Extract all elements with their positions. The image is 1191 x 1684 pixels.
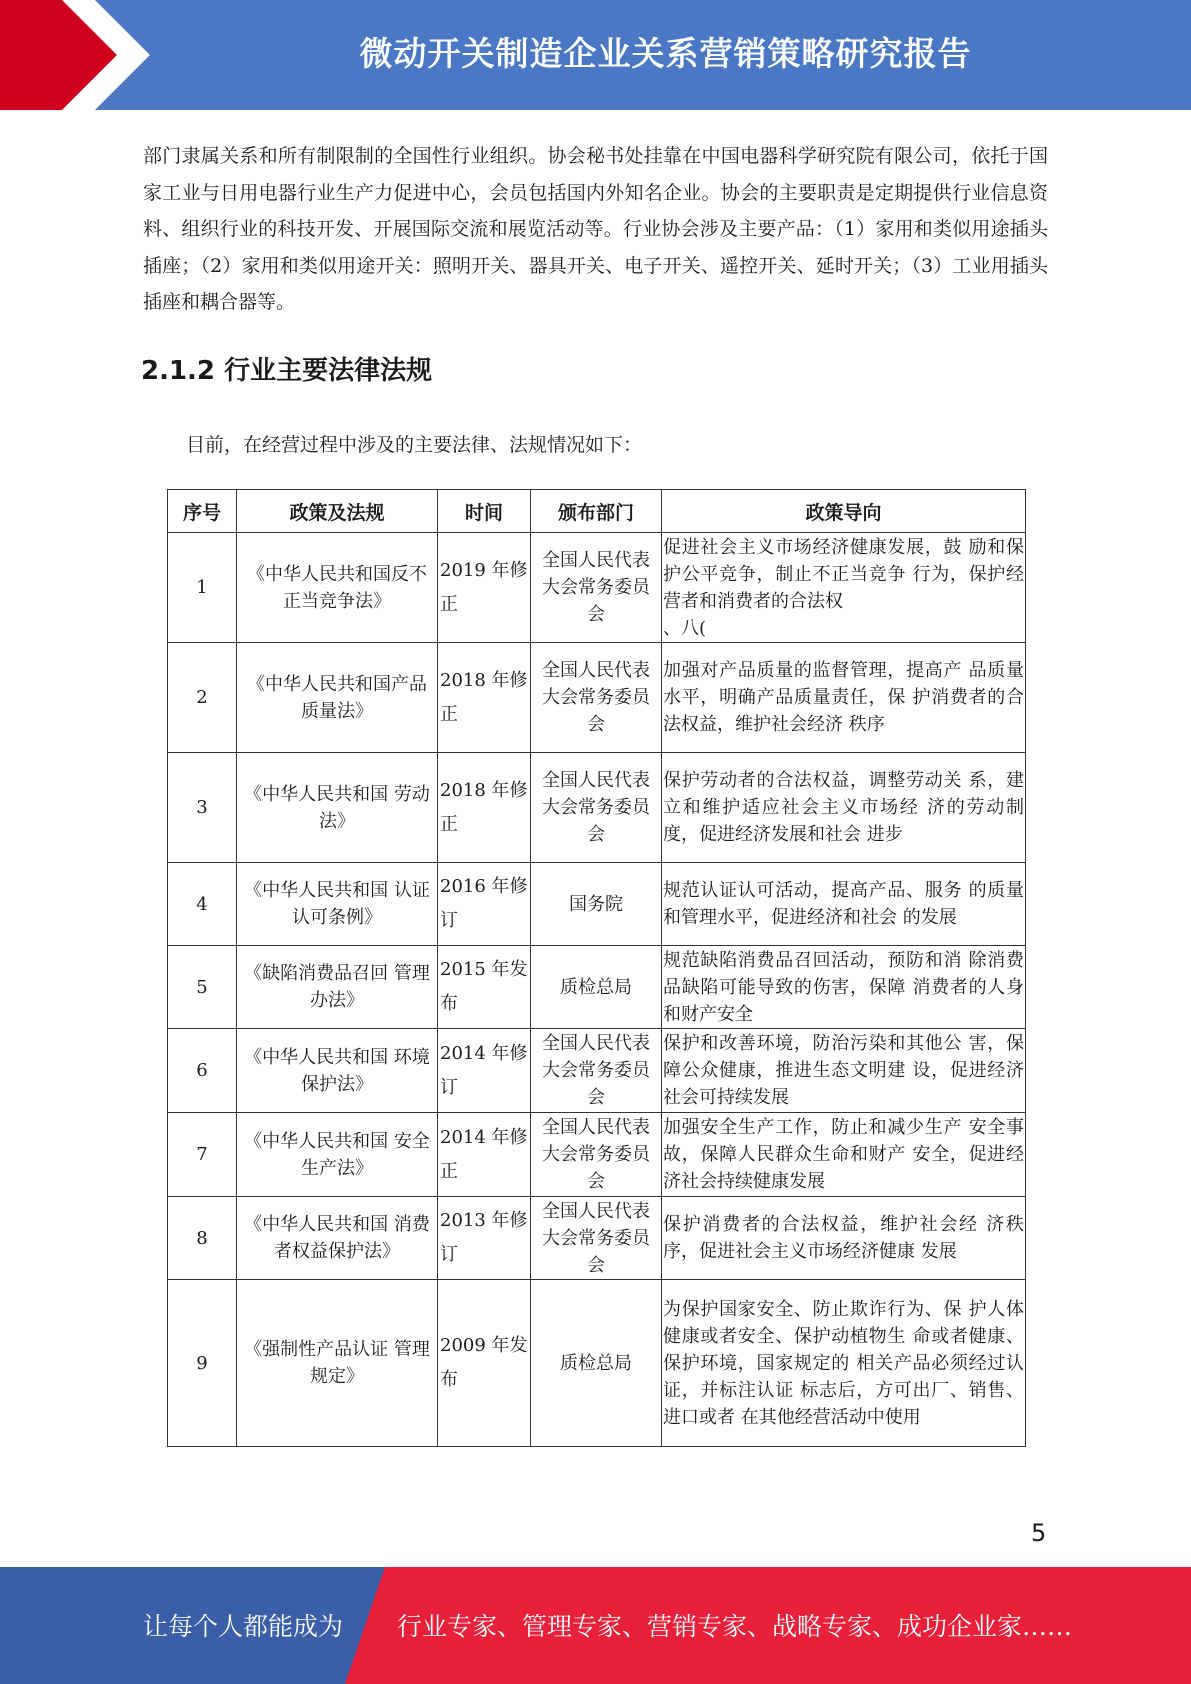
row-law: 《中华人民共和国 环境保护法》	[237, 1029, 438, 1113]
row-law: 《中华人民共和国反不正当竞争法》	[237, 533, 438, 643]
row-dept: 全国人民代表大会常务委员会	[531, 1197, 662, 1280]
table-row	[168, 533, 1026, 643]
row-time: 2009 年发布	[438, 1280, 531, 1447]
row-no: 2	[168, 643, 237, 753]
row-no: 7	[168, 1113, 237, 1197]
row-time: 2014 年修订	[438, 1029, 531, 1113]
header-guide: 政策导向	[662, 490, 1026, 533]
row-no: 4	[168, 863, 237, 946]
row-dept: 全国人民代表大会常务委员会	[531, 643, 662, 753]
row-dept: 全国人民代表大会常务委员会	[531, 753, 662, 863]
row-guide: 规范缺陷消费品召回活动，预防和消 除消费品缺陷可能导致的伤害，保障 消费者的人身和财产安全	[662, 946, 1026, 1029]
header-law: 政策及法规	[237, 490, 438, 533]
table-header-row	[168, 490, 1026, 533]
row-law: 《中华人民共和国 安全生产法》	[237, 1113, 438, 1197]
table-row	[168, 643, 1026, 753]
row-no: 5	[168, 946, 237, 1029]
row-time: 2016 年修订	[438, 863, 531, 946]
row-guide: 加强对产品质量的监督管理，提高产 品质量水平，明确产品质量责任，保 护消费者的合法权益，维护社会经济 秩序	[662, 643, 1026, 753]
table-row	[168, 1113, 1026, 1197]
row-no: 6	[168, 1029, 237, 1113]
footer-banner	[0, 1567, 1191, 1684]
header-no: 序号	[168, 490, 237, 533]
header-dept: 颁布部门	[531, 490, 662, 533]
report-title: 微动开关制造企业关系营销策略研究报告	[359, 34, 972, 73]
row-time: 2018 年修正	[438, 643, 531, 753]
table-row	[168, 1197, 1026, 1280]
table-row	[168, 863, 1026, 946]
row-guide: 保护消费者的合法权益，维护社会经 济秩序，促进社会主义市场经济健康 发展	[662, 1197, 1026, 1280]
row-law: 《中华人民共和国产品质量法》	[237, 643, 438, 753]
row-no: 9	[168, 1280, 237, 1447]
row-time: 2014 年修正	[438, 1113, 531, 1197]
row-no: 1	[168, 533, 237, 643]
row-guide-text: 促进社会主义市场经济健康发展，鼓 励和保护公平竞争，制止不正当竞争 行为，保护经营者和消费者的合法权	[663, 536, 1024, 612]
intro-paragraph: 部门隶属关系和所有制限制的全国性行业组织。协会秘书处挂靠在中国电器科学研究院有限公司，依托于国家工业与日用电器行业生产力促进中心，会员包括国内外知名企业。协会的主要职责是定期提供行业信息资料、组织行业的科技开发、开展国际交流和展览活动等。行业协会涉及主要产品：（1）家用和类似用途插头插座；（2）家用和类似用途开关：照明开关、器具开关、电子开关、遥控开关、延时开关；（3）工业用插头插座和耦合器等。	[143, 145, 1048, 313]
table-row	[168, 946, 1026, 1029]
row-law: 《强制性产品认证 管理规定》	[237, 1280, 438, 1447]
row-guide	[662, 533, 1026, 643]
row-no: 8	[168, 1197, 237, 1280]
header-time: 时间	[438, 490, 531, 533]
row-time: 2018 年修正	[438, 753, 531, 863]
row-dept: 全国人民代表大会常务委员会	[531, 1029, 662, 1113]
lead-sentence: 目前，在经营过程中涉及的主要法律、法规情况如下：	[186, 434, 643, 456]
row-guide-extra: 、八(	[663, 617, 707, 639]
table-row	[168, 1280, 1026, 1447]
row-guide: 保护劳动者的合法权益，调整劳动关 系，建立和维护适应社会主义市场经 济的劳动制度，促进经济发展和社会 进步	[662, 753, 1026, 863]
row-no: 3	[168, 753, 237, 863]
row-guide: 为保护国家安全、防止欺诈行为、保 护人体健康或者安全、保护动植物生 命或者健康、保护环境，国家规定的 相关产品必须经过认证，并标注认证 标志后，方可出厂、销售、进口或者 在其他经营活动中使用	[662, 1280, 1026, 1447]
row-dept: 全国人民代表大会常务委员会	[531, 1113, 662, 1197]
row-law: 《中华人民共和国 认证认可条例》	[237, 863, 438, 946]
row-dept: 质检总局	[531, 946, 662, 1029]
page-number: 5	[1031, 1519, 1047, 1547]
row-law: 《中华人民共和国 消费者权益保护法》	[237, 1197, 438, 1280]
footer-slogan-right: 行业专家、管理专家、营销专家、战略专家、成功企业家……	[397, 1612, 1073, 1641]
row-guide: 规范认证认可活动，提高产品、服务 的质量和管理水平，促进经济和社会 的发展	[662, 863, 1026, 946]
row-dept: 质检总局	[531, 1280, 662, 1447]
table-row	[168, 1029, 1026, 1113]
laws-table	[167, 489, 1026, 1447]
row-time: 2015 年发布	[438, 946, 531, 1029]
row-guide: 保护和改善环境，防治污染和其他公 害，保障公众健康，推进生态文明建 设，促进经济社会可持续发展	[662, 1029, 1026, 1113]
row-dept: 全国人民代表大会常务委员会	[531, 533, 662, 643]
row-law: 《中华人民共和国 劳动法》	[237, 753, 438, 863]
header-banner	[0, 0, 1191, 110]
row-time: 2013 年修订	[438, 1197, 531, 1280]
row-dept: 国务院	[531, 863, 662, 946]
table-row	[168, 753, 1026, 863]
section-heading: 2.1.2 行业主要法律法规	[141, 356, 433, 386]
footer-slogan-left: 让每个人都能成为	[143, 1612, 344, 1641]
row-guide: 加强安全生产工作，防止和减少生产 安全事故，保障人民群众生命和财产 安全，促进经济社会持续健康发展	[662, 1113, 1026, 1197]
row-law: 《缺陷消费品召回 管理办法》	[237, 946, 438, 1029]
row-time: 2019 年修正	[438, 533, 531, 643]
